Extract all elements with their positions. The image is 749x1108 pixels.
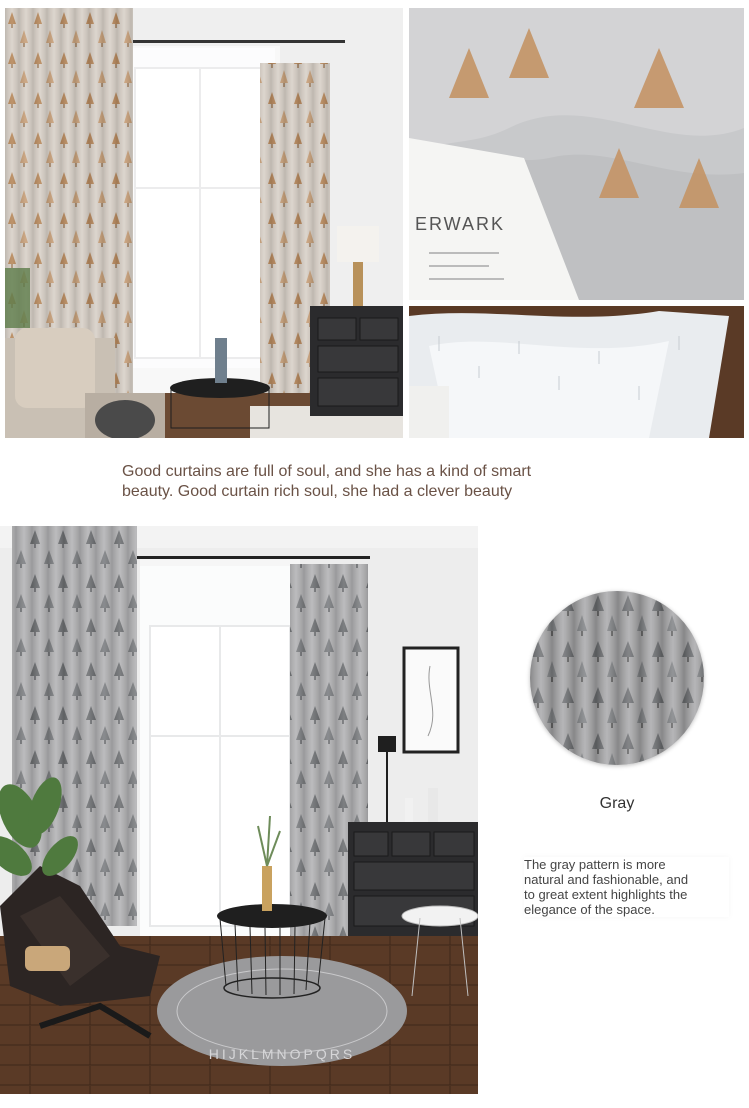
tagline bbox=[122, 462, 602, 502]
fabric-card-text: ERWARK bbox=[415, 214, 506, 234]
tagline-line-1: Good curtains are full of soul, and she has a kind of smart bbox=[122, 463, 532, 480]
tagline-line-2: beauty. Good curtain rich soul, she had a clever beauty bbox=[122, 483, 513, 500]
description-line: natural and fashionable, and bbox=[524, 872, 689, 887]
gray-fabric-swatch bbox=[530, 591, 704, 765]
fabric-closeup-beige bbox=[409, 8, 744, 300]
swatch-description bbox=[524, 857, 729, 917]
description-line: to great extent highlights the bbox=[524, 887, 688, 902]
description-line: elegance of the space. bbox=[524, 902, 655, 917]
sheer-fabric-closeup bbox=[409, 306, 744, 438]
description-line: The gray pattern is more bbox=[524, 857, 666, 872]
room-photo-beige-curtains bbox=[5, 8, 403, 438]
color-name-label: Gray bbox=[599, 795, 635, 812]
rug-lettering: HIJKLMNOPQRS bbox=[208, 1046, 356, 1062]
room-photo-gray-curtains bbox=[0, 526, 478, 1094]
